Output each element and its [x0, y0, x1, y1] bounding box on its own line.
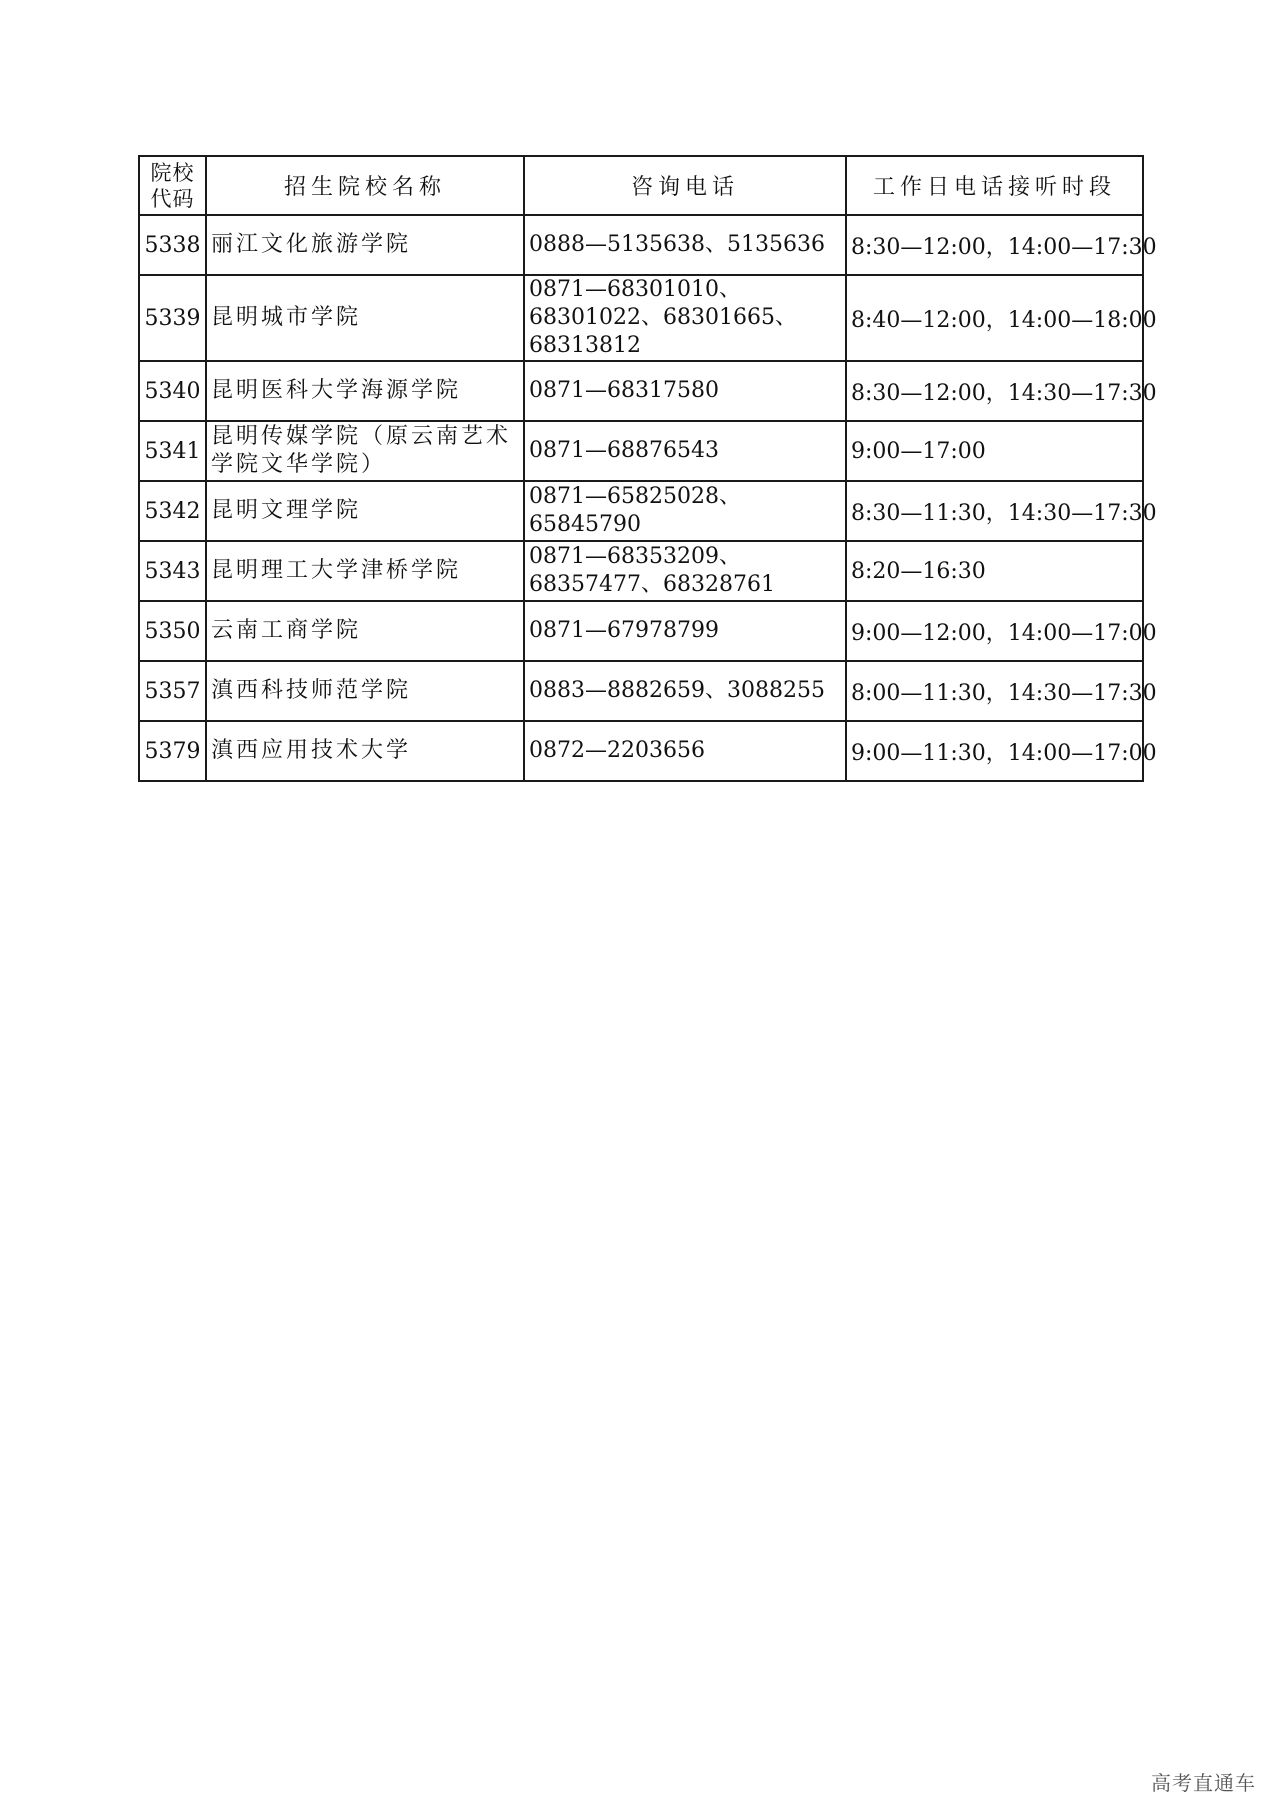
- header-hours: 工作日电话接听时段: [846, 156, 1143, 215]
- hours-cell: 9:00—12:00，14:00—17:00: [846, 601, 1143, 661]
- phone-cell: 0888—5135638、5135636: [524, 215, 846, 275]
- school-code-cell: 5338: [139, 215, 206, 275]
- school-name-cell: 昆明理工大学津桥学院: [206, 541, 524, 601]
- school-name-cell: 昆明城市学院: [206, 275, 524, 361]
- table-row: [139, 661, 1143, 721]
- hours-cell: 9:00—17:00: [846, 421, 1143, 481]
- school-code-cell: 5343: [139, 541, 206, 601]
- phone-cell: 0871—67978799: [524, 601, 846, 661]
- school-code-cell: 5350: [139, 601, 206, 661]
- table-row: [139, 541, 1143, 601]
- hours-cell: 8:00—11:30，14:30—17:30: [846, 661, 1143, 721]
- hours-cell: 8:30—12:00，14:00—17:30: [846, 215, 1143, 275]
- header-school-code-line2: 代码: [150, 186, 195, 211]
- phone-cell: 0883—8882659、3088255: [524, 661, 846, 721]
- admissions-contact-table: [138, 155, 1157, 782]
- watermark-text: 高考直通车: [1151, 1771, 1256, 1795]
- school-name-cell: 昆明传媒学院（原云南艺术学院文华学院）: [206, 421, 524, 481]
- table-row: [139, 721, 1143, 781]
- header-school-code-line1: 院校: [150, 160, 195, 185]
- school-code-cell: 5339: [139, 275, 206, 361]
- school-name-cell: 昆明医科大学海源学院: [206, 361, 524, 421]
- hours-cell: 8:30—12:00，14:30—17:30: [846, 361, 1143, 421]
- table-row: [139, 481, 1143, 541]
- school-code-cell: 5379: [139, 721, 206, 781]
- school-code-cell: 5357: [139, 661, 206, 721]
- hours-cell: 8:30—11:30，14:30—17:30: [846, 481, 1143, 541]
- table-row: [139, 215, 1143, 275]
- phone-cell: 0871—68876543: [524, 421, 846, 481]
- header-school-code: [139, 156, 206, 215]
- school-name-cell: 昆明文理学院: [206, 481, 524, 541]
- hours-cell: 8:20—16:30: [846, 541, 1143, 601]
- header-school-name: 招生院校名称: [206, 156, 524, 215]
- phone-cell: 0871—68317580: [524, 361, 846, 421]
- hours-cell: 8:40—12:00，14:00—18:00: [846, 275, 1143, 361]
- header-phone: 咨询电话: [524, 156, 846, 215]
- table-row: [139, 361, 1143, 421]
- school-code-cell: 5340: [139, 361, 206, 421]
- school-name-cell: 滇西应用技术大学: [206, 721, 524, 781]
- school-code-cell: 5341: [139, 421, 206, 481]
- phone-cell: 0871—65825028、65845790: [524, 481, 846, 541]
- table-row: [139, 601, 1143, 661]
- phone-cell: 0871—68301010、68301022、68301665、68313812: [524, 275, 846, 361]
- school-name-cell: 丽江文化旅游学院: [206, 215, 524, 275]
- school-name-cell: 云南工商学院: [206, 601, 524, 661]
- table-row: [139, 275, 1143, 361]
- phone-cell: 0872—2203656: [524, 721, 846, 781]
- table-row: [139, 421, 1143, 481]
- phone-cell: 0871—68353209、68357477、68328761: [524, 541, 846, 601]
- school-code-cell: 5342: [139, 481, 206, 541]
- table-header-row: [139, 156, 1143, 215]
- school-name-cell: 滇西科技师范学院: [206, 661, 524, 721]
- hours-cell: 9:00—11:30，14:00—17:00: [846, 721, 1143, 781]
